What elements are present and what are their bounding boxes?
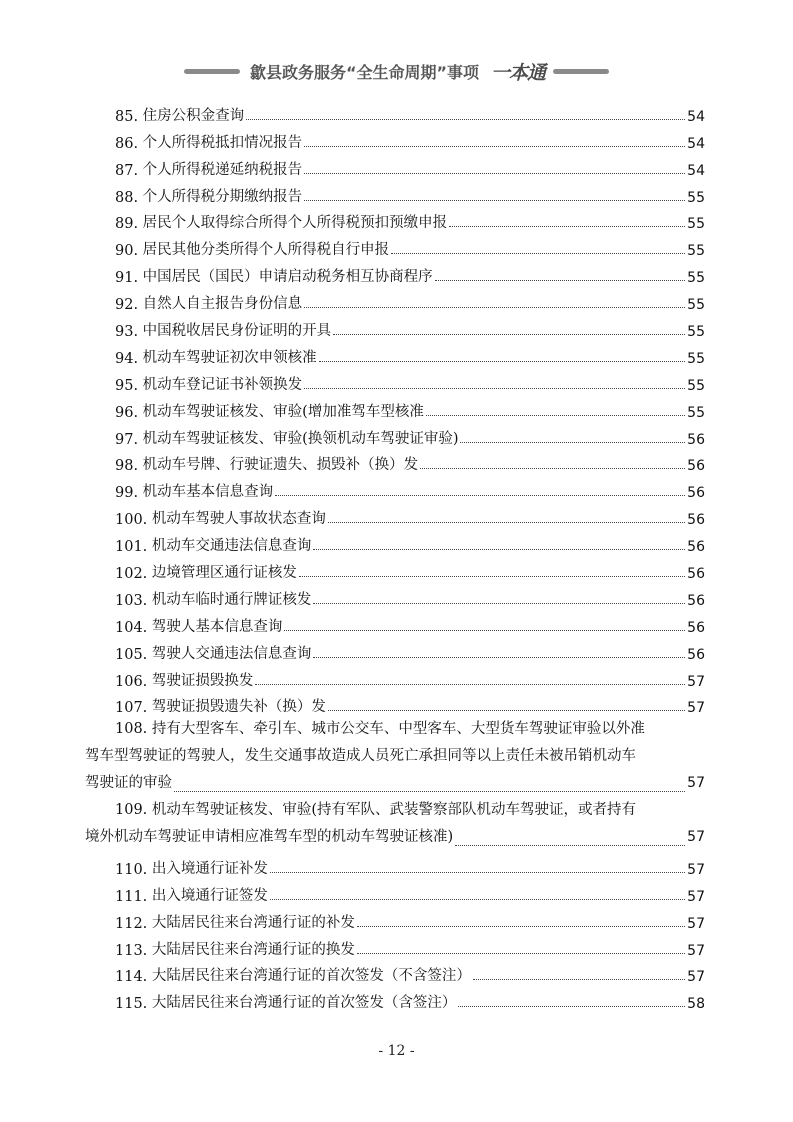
toc-entry-number: 91. [115,270,143,287]
toc-entry [115,367,705,394]
toc-leader-dots [304,172,685,174]
toc-entry-line-last [85,824,705,851]
toc-entry-page: 54 [687,162,705,179]
toc-entry-title-part: 驾车型驾驶证的驾驶人，发生交通事故造成人员死亡承担同等以上责任未被吊销机动车 [85,748,636,765]
toc-entry [115,232,705,259]
toc-entry-number: 105. [115,646,152,663]
toc-leader-dots [328,709,685,711]
toc-entry [115,448,705,475]
toc-entry-title: 机动车登记证书补领换发 [142,376,303,393]
toc-leader-dots [284,629,685,631]
header-title: 歙县政务服务“全生命周期”事项 [249,63,480,82]
toc-entry-title: 驾驶人交通违法信息查询 [151,645,312,662]
toc-entry-title-part: 机动车驾驶证核发、审验(持有军队、武装警察部队机动车驾驶证，或者持有 [151,802,637,819]
toc-entry-title-part: 驾驶证的审验 [85,775,172,792]
toc-entry-number: 98. [115,458,143,475]
toc-entry-title: 边境管理区通行证核发 [151,565,297,582]
toc-entry-title: 居民个人取得综合所得个人所得税预扣预缴申报 [142,215,448,232]
toc-leader-dots [328,521,685,523]
toc-entry-number: 88. [115,189,143,206]
toc-entry-number: 89. [115,216,143,233]
toc-entry-page: 56 [687,512,705,529]
toc-entry-page: 55 [687,297,705,314]
toc-leader-dots [460,441,685,443]
toc-entry-page: 57 [687,861,705,878]
toc-entry-number: 101. [115,539,152,556]
toc-entry-number: 99. [115,485,143,502]
toc-entry-number: 86. [115,135,143,152]
toc-entry-title-part: 持有大型客车、牵引车、城市公交车、中型客车、大型货车驾驶证审验以外准 [151,721,645,738]
toc-entry-title: 出入境通行证补发 [151,860,268,877]
toc-entry-title: 住房公积金查询 [142,107,245,124]
toc-leader-dots [304,145,685,147]
toc-entry-page: 56 [687,458,705,475]
toc-entry [115,932,705,959]
toc-entry-page: 57 [687,673,705,690]
toc-entry-title: 机动车驾驶证核发、审验(换领机动车驾驶证审验) [142,430,459,447]
toc-leader-dots [313,602,685,604]
toc-entry-number: 114. [115,969,152,986]
toc-entry-page: 54 [687,108,705,125]
toc-entry [115,286,705,313]
toc-leader-dots [391,252,685,254]
toc-entry-title: 机动车号牌、行驶证遗失、损毁补（换）发 [142,457,419,474]
toc-entry [115,851,705,878]
toc-entry-title: 机动车基本信息查询 [142,484,274,501]
toc-entry-line [115,797,705,824]
toc-entry-page: 57 [687,700,705,717]
toc-entry [115,98,705,125]
toc-entry [115,125,705,152]
toc-entry-line-last [85,770,705,797]
toc-entry-page: 55 [687,189,705,206]
toc-entry-title-part: 境外机动车驾驶证申请相应准驾车型的机动车驾驶证核准) [85,829,454,846]
toc-entry-page: 55 [687,270,705,287]
header-rule-right [553,69,609,74]
toc-leader-dots [304,387,685,389]
toc-entry [115,555,705,582]
page-number: - 12 - [378,1043,415,1059]
toc-entry-title: 机动车驾驶证核发、审验(增加准驾车型核准 [142,403,424,420]
toc-entry-number: 94. [115,350,143,367]
toc-entry-number: 115. [115,996,152,1013]
toc-entry-number: 103. [115,592,152,609]
toc-entry-number: 111. [115,888,152,905]
toc-entry [115,582,705,609]
toc-entry-number: 93. [115,324,143,341]
toc-leader-dots [319,360,686,362]
page-header [0,58,793,85]
toc-leader-dots [246,118,685,120]
toc-entry-page: 56 [687,592,705,609]
toc-entry [115,474,705,501]
toc-entry-title: 中国税收居民身份证明的开具 [142,323,332,340]
toc-entry [115,394,705,421]
toc-leader-dots [299,575,685,577]
toc-entry-line [115,716,705,743]
toc-leader-dots [449,225,685,227]
toc-entry-title: 机动车交通违法信息查询 [151,538,312,555]
toc-entry [115,985,705,1012]
toc-leader-dots [357,925,685,927]
toc-entry-page: 56 [687,619,705,636]
toc-entry-title: 居民其他分类所得个人所得税自行申报 [142,242,390,259]
toc-leader-dots [270,871,685,873]
toc-entry-page: 56 [687,485,705,502]
toc-entry [115,340,705,367]
toc-entry-page: 56 [687,566,705,583]
toc-entry-page: 55 [687,243,705,260]
toc-entry-title: 大陆居民往来台湾通行证的首次签发（含签注） [151,995,457,1012]
toc-entry-title: 个人所得税分期缴纳报告 [142,188,303,205]
toc-entry [115,179,705,206]
toc-entry-number: 95. [115,377,143,394]
toc-entry-page: 55 [687,216,705,233]
toc-entry [115,959,705,986]
toc-entry [115,636,705,663]
toc-entry [115,152,705,179]
toc-entry-page: 55 [687,350,705,367]
toc-entry-line [85,743,705,770]
toc-entry [115,905,705,932]
toc-entry-page: 56 [687,646,705,663]
toc-leader-dots [473,978,685,980]
toc-entry-page: 57 [687,942,705,959]
toc-entry-number: 106. [115,673,152,690]
toc-leader-dots [357,952,685,954]
toc-entry-title: 个人所得税递延纳税报告 [142,161,303,178]
toc-entry-page: 56 [687,539,705,556]
toc-entry-number: 107. [115,700,152,717]
toc-entry-title: 机动车驾驶证初次申领核准 [142,349,317,366]
toc-entry-wrapped [85,716,705,797]
toc-entry-page: 58 [687,996,705,1013]
toc-entry-number: 110. [115,861,152,878]
toc-entry-number: 97. [115,431,143,448]
toc-entry [115,259,705,286]
toc-entry [115,528,705,555]
toc-entry-page: 57 [687,829,705,846]
toc-leader-dots [174,790,685,792]
toc-entry-title: 驾驶人基本信息查询 [151,618,283,635]
toc-leader-dots [426,414,685,416]
toc-entry-page: 57 [687,888,705,905]
toc-entry [115,501,705,528]
toc-entry [115,878,705,905]
toc-leader-dots [275,494,685,496]
toc-entry-title: 大陆居民往来台湾通行证的换发 [151,941,355,958]
toc-entry-number: 102. [115,566,152,583]
toc-entry-number: 85. [115,108,143,125]
toc-leader-dots [304,306,685,308]
toc-entry-number: 109. [115,802,152,819]
toc-leader-dots [455,844,685,846]
toc-entry-page: 57 [687,775,705,792]
toc-entry-title: 机动车驾驶人事故状态查询 [151,511,326,528]
toc-entry [115,206,705,233]
toc-entry [115,609,705,636]
toc-entry-page: 56 [687,431,705,448]
toc-leader-dots [333,333,685,335]
toc-entry-title: 驾驶证损毁遗失补（换）发 [151,699,326,716]
toc-entry-page: 55 [687,377,705,394]
toc-entry-page: 55 [687,324,705,341]
toc-entry-title: 机动车临时通行牌证核发 [151,591,312,608]
toc-leader-dots [304,199,685,201]
toc-leader-dots [420,467,685,469]
toc-entry-title: 驾驶证损毁换发 [151,672,254,689]
toc-leader-dots [458,1005,685,1007]
toc-entry-number: 96. [115,404,143,421]
toc-entry-number: 113. [115,942,152,959]
toc-entry-number: 100. [115,512,152,529]
toc-entry-number: 92. [115,297,143,314]
toc-entry-page: 57 [687,915,705,932]
toc-leader-dots [435,279,686,281]
toc-entry [115,421,705,448]
toc-leader-dots [313,548,685,550]
toc-entry-number: 104. [115,619,152,636]
header-logo: 一本通 [491,62,546,84]
toc-entry [115,690,705,717]
toc-entry [115,663,705,690]
toc-entry-page: 55 [687,404,705,421]
toc-entry-number: 87. [115,162,143,179]
toc-leader-dots [255,683,685,685]
toc-entry-title: 大陆居民往来台湾通行证的首次签发（不含签注） [151,968,471,985]
toc-leader-dots [270,898,685,900]
toc-entry-title: 大陆居民往来台湾通行证的补发 [151,914,355,931]
toc-entry-title: 个人所得税抵扣情况报告 [142,134,303,151]
toc-leader-dots [313,656,685,658]
toc-entry-page: 54 [687,135,705,152]
toc-entry-page: 57 [687,969,705,986]
toc-entry-title: 出入境通行证签发 [151,887,268,904]
toc-entry-number: 90. [115,243,143,260]
toc-entry-wrapped [85,797,705,851]
header-rule-left [184,69,240,74]
toc-entry-number: 112. [115,915,152,932]
table-of-contents [85,98,705,1013]
toc-entry-number: 108. [115,721,152,738]
toc-entry [115,313,705,340]
toc-entry-title: 中国居民（国民）申请启动税务相互协商程序 [142,269,433,286]
toc-entry-title: 自然人自主报告身份信息 [142,296,303,313]
